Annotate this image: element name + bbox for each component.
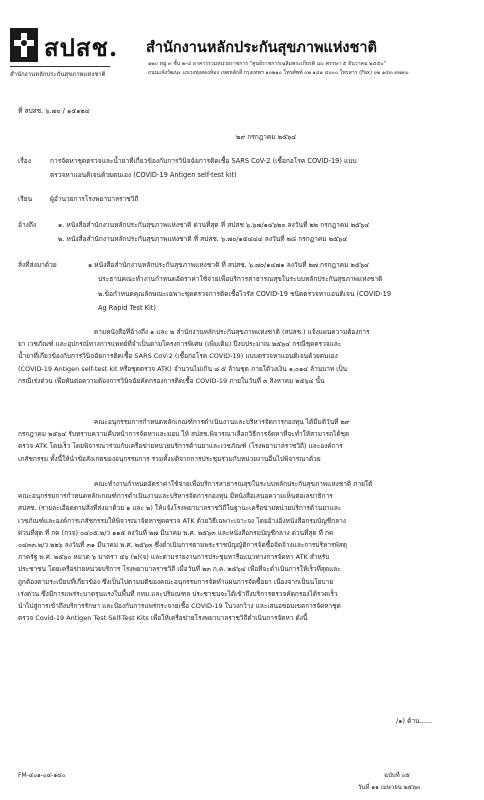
paragraph-line: ตรวจ Covid-19 Antigen Test Self-Test Kits เพื่อให้เครือข่ายโรงพยาบาลราชวิถีดำเนินการจัดหา ดังนี้ <box>18 614 308 623</box>
enclosure-2-line-2: Ag Rapid Test Kit) <box>98 304 156 312</box>
organization-name: สำนักงานหลักประกันสุขภาพแห่งชาติ <box>146 40 377 56</box>
subject-line-1: การจัดหาชุดตรวจและน้ำยาที่เกี่ยวข้องกับการวินิจฉัยการติดเชื้อ SARS CoV-2 (เชื้อก่อโรค COVID-19) แบบ <box>50 157 357 165</box>
reference-1: ๑. หนังสือสำนักงานหลักประกันสุขภาพแห่งชาติ ด่วนที่สุด ที่ สปสช ๖.๖๗/๑๔๖๒๐ ลงวันที่ ๒๒ กรกฎาคม ๒๕๖๔ <box>58 221 370 229</box>
recipient: ผู้อำนวยการโรงพยาบาลราชวิถี <box>50 195 139 203</box>
paragraph-2 <box>18 416 350 465</box>
document-number: ที่ สปสช. ๖.๗๐ / ๑๕๑๒๔ <box>18 107 90 115</box>
continued-marker: /๑) ด้าน...... <box>396 717 433 725</box>
paragraph-1 <box>18 326 370 387</box>
reference-2: ๒. หนังสือสำนักงานหลักประกันสุขภาพแห่งชาติ ที่ สปสช. ๖.๗๐/๑๕๔๔๔ ลงวันที่ ๒๘ กรกฎาคม ๒๕๖๔ <box>58 235 348 243</box>
logo-text: สปสช. <box>44 33 119 62</box>
form-code: FM-๔๐๑-๐๔-๑๔๐ <box>18 772 66 779</box>
address-line-2: ถนนแจ้งวัฒนะ แขวงทุ่งสองห้อง เขตหลักสี่ กรุงเทพฯ ๑๐๒๑๐ โทรศัพท์ ๐๒ ๑๔๑ ๔๐๐๐ โทรสาร (Fax) ๐๒ ๑๔๓ ๙๗๓๐ <box>148 70 409 76</box>
subject-line-2: ตรวจหาแอนติเจนด้วยตนเอง (COVID-19 Antigen self-test kit) <box>50 171 237 179</box>
enclosure-2-line-1: ๒.ข้อกำหนดคุณลักษณะเฉพาะชุดตรวจการติดเชื้อไวรัส COVID-19 ชนิดตรวจหาแอนติเจน (COVID-19 <box>98 290 392 298</box>
enclosure-1-line-1: ๑ หนังสือสำนักงานหลักประกันสุขภาพแห่งชาติ ที่ สปสช. ๖.๗๐/๑๔๗๑ ลงวันที่ ๒๗ กรกฎาคม ๒๕๖๔ <box>88 261 370 269</box>
paragraph-line: กรกฎาคม ๒๕๖๔ รับทราบความคืบหน้าการจัดหาและมอบ ให้ สปสช.พิจารณาเลือกวิธีการจัดหาที่จะทำให้สามารถได้ชุด <box>18 430 350 439</box>
paragraph-3 <box>18 478 372 624</box>
subject-label: เรื่อง <box>18 157 31 165</box>
paragraph-line: สปสช. (รายละเอียดตามสิ่งที่ส่งมาด้วย ๑ และ ๒) ให้แจ้งโรงพยาบาลราชวิถีในฐานะเครือข่ายหน่วยบริการด้านยาและ <box>18 504 342 513</box>
paragraph-line: ถูกต้องตามระเบียบที่เกี่ยวข้อง ซึ่งเป็นไปตามมติของคณะอนุกรรมการจัดทำแผนการจัดซื้อยา เนื่องจากเป็นนโยบาย <box>18 577 334 586</box>
paragraph-line: คณะอนุกรรมการกำหนดหลักเกณฑ์การดำเนินงานและบริหารจัดการกองทุน ได้มีมติวันที่ ๒๙ <box>94 418 350 426</box>
paragraph-line: กรณีเร่งด่วน เพื่อทันต่อความต้องการวินิจฉัยคัดกรองการติดเชื้อ COVID-19 ภายในวันที่ ๓ สิงหาคม ๒๕๖๔ นั้น <box>18 376 325 385</box>
paragraph-line: เภสัชกรรม ทั้งนี้ให้นำข้อสังเกตของอนุกรรมการ รวมทั้งมติจากการประชุมร่วมกับหน่วยงานอื่นไปพิจารณาด้วย <box>18 454 321 463</box>
document-date: ๒๙ กรกฎาคม ๒๕๖๔ <box>236 133 297 141</box>
paragraph-line: ด่วนที่สุด ที่ กค (กวจ) ๐๔๐๕.๒/ว ๑๑๕ ลงวันที่ ๒๗ มีนาคม พ.ศ. ๒๕๖๓ และหนังสือกรมบัญชีกลาง ด่วนที่สุด ที่ กค <box>18 528 334 537</box>
paragraph-line: ตรวจ ATK โดยเร็ว โดยพิจารณาร่วมกับเครือข่ายหน่วยบริการด้านยาและเวชภัณฑ์ (โรงพยาบาลราชวิถี) และองค์การ <box>18 442 343 451</box>
to-label: เรียน <box>18 195 33 203</box>
nhso-logo <box>10 28 119 80</box>
form-version: ฉบับที่ ๐๕ <box>384 772 410 779</box>
address-line-1: ๑๒๐ หมู่ ๓ ชั้น ๒-๔ อาคารรวมหน่วยราชการ "ศูนย์ราชการเฉลิมพระเกียรติ ๘๐ พรรษา ๕ ธันวาคม ๒๕๕๐" <box>148 61 386 67</box>
nhso-cross-icon <box>10 28 38 62</box>
paragraph-line: นำไปสู่การเข้าถึงบริการรักษา และป้องกันการแพร่กระจายเชื้อ COVID-19 ในวงกว้าง และเสนอขอบเขตการจัดหาชุด <box>18 602 341 611</box>
paragraph-line: ๐๔๓๓.๒/ว ๒๒๖ ลงวันที่ ๓๑ มีนาคม พ.ศ. ๒๕๖๓ ซึ่งดำเนินการตามพระราชบัญญัติการจัดซื้อจัดจ้างและการบริหารพัสดุ <box>18 541 347 550</box>
paragraph-line: เวชภัณฑ์และองค์การเภสัชกรรมให้พิจารณาจัดหาชุดตรวจ ATK ด้วยวิธีเฉพาะเจาะจง โดยอ้างอิงหนังสือกรมบัญชีกลาง <box>18 516 346 525</box>
paragraph-line: ภาครัฐ พ.ศ. ๒๕๖๐ หมวด ๖ มาตรา ๕๖ (๒)(จ) และตามรายงานการประชุมหารือแนวทางการจัดหา ATK สำหรับ <box>18 553 330 562</box>
logo-subtitle: สำนักงานหลักประกันสุขภาพแห่งชาติ <box>10 71 106 78</box>
effective-date: วันที่ ๑๑ เมษายน ๒๕๖๓ <box>358 784 421 791</box>
enclosure-1-line-2: ประธานคณะทำงานกำหนดอัตราค่าใช้จ่ายเพื่อบริการสาธารณสุขในระบบหลักประกันสุขภาพแห่งชาติ <box>98 275 383 283</box>
paragraph-line: (COVID-19 Antigen self-test kit หรือชุดตรวจ ATK) จำนวนไม่เกิน ๘.๕ ล้านชุด ภายใต้วงเงิน ๑,๐๑๔ ล้านบาท เป็น <box>18 364 348 373</box>
paragraph-line: ตามหนังสือที่อ้างถึง ๑ และ ๒ สำนักงานหลักประกันสุขภาพแห่งชาติ (สปสช.) แจ้งแผนความต้องการ <box>94 328 370 336</box>
paragraph-line: คณะทำงานกำหนดอัตราค่าใช้จ่ายเพื่อบริการสาธารณสุขในระบบหลักประกันสุขภาพแห่งชาติ ภายใต้ <box>94 480 373 488</box>
paragraph-line: ยา เวชภัณฑ์ และอุปกรณ์ทางการแพทย์ที่จำเป็นตามโครงการพิเศษ (เพิ่มเติม) ปีงบประมาณ ๒๕๖๔ กรณีชุดตรวจและ <box>18 340 342 349</box>
paragraph-line: ประชาชน โดยเครือข่ายหน่วยบริการ โรงพยาบาลราชวิถี เมื่อวันที่ ๒๓ ก.ค. ๒๕๖๔ เพื่อที่จะดำเนินการให้เร็วที่สุดและ <box>18 565 341 574</box>
enclosure-label: สิ่งที่ส่งมาด้วย <box>18 261 57 269</box>
paragraph-line: เร่งด่วน ซึ่งมีการแพร่ระบาดรุนแรงในพื้นที่ กทม.และปริมณฑล ประชาชนจะได้เข้าถึงบริการตรวจคัดกรองได้รวดเร็ว <box>18 589 338 598</box>
paragraph-line: คณะอนุกรรมการกำหนดหลักเกณฑ์การดำเนินงานและบริหารจัดการกองทุน มีหนังสือเสนอความเห็นต่อเลขาธิการ <box>18 492 333 501</box>
reference-label: อ้างถึง <box>18 221 37 229</box>
logo-divider <box>10 66 110 67</box>
paragraph-line: น้ำยาที่เกี่ยวข้องกับการวินิจฉัยการติดเชื้อ SARS CoV-2 (เชื้อก่อโรค COVID-19) แบบตรวจหาแอนติเจนด้วยตนเอง <box>18 352 338 361</box>
